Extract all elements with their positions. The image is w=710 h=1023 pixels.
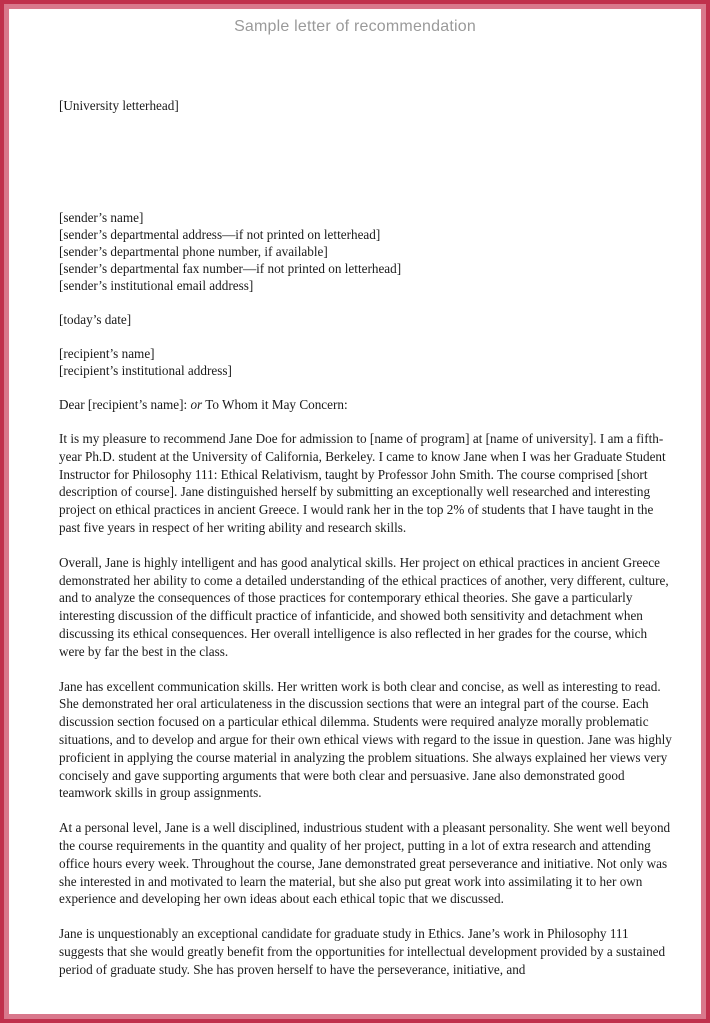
spacer-before-body — [59, 413, 674, 430]
salutation-after: To Whom it May Concern: — [202, 397, 348, 412]
body-paragraph: At a personal level, Jane is a well disciplined, industrious student with a pleasant personality. She went well beyond the course requirements in the quantity and quality of her project, putting in a lot of extra research and attending office hours every week. Throughout the course, Jane demonstrated great perseverance and initiative. Not only was she interested in and motivated to learn the material, but she also put great work into assimilating it to her own experience and developing her own ideas about each ethical topic that we discussed. — [59, 820, 671, 907]
recipient-block — [59, 345, 674, 379]
sender-line: [sender’s name] — [59, 210, 144, 225]
paragraph-gap — [59, 802, 674, 819]
paragraph-gap — [59, 908, 674, 925]
date-block — [59, 311, 674, 328]
body-paragraph: Jane is unquestionably an exceptional candidate for graduate study in Ethics. Jane’s work in Philosophy 111 suggests that she would greatly benefit from the opportunities for intellectual development provided by a sustained period of graduate study. She has proven herself to have the perseverance, initiative, and — [59, 926, 666, 977]
spacer-after-sender — [59, 294, 674, 311]
salutation-or: or — [190, 397, 203, 412]
spacer-letterhead-gap — [59, 114, 674, 209]
sender-line: [sender’s departmental fax number—if not printed on letterhead] — [59, 261, 402, 276]
body-paragraph: It is my pleasure to recommend Jane Doe for admission to [name of program] at [name of university]. I am a fifth-year Ph.D. student at the University of California, Berkeley. I came to know Jane when I was her Graduate Student Instructor for Philosophy 111: Ethical Relativism, taught by Professor John Smith. The course comprised [short description of course]. Jane distinguished herself by submitting an exceptionally well researched and interesting project on ethical practices in ancient Greece. I would rank her in the top 2% of students that I have taught in the past five years in respect of her writing ability and research skills. — [59, 431, 666, 535]
spacer-top — [59, 36, 674, 97]
salutation-before: Dear [recipient’s name]: — [59, 397, 191, 412]
recipient-line: [recipient’s name] — [59, 346, 155, 361]
page-title: Sample letter of recommendation — [234, 18, 476, 35]
sender-line: [sender’s departmental address—if not printed on letterhead] — [59, 227, 381, 242]
sender-line: [sender’s institutional email address] — [59, 278, 254, 293]
body-paragraph: Jane has excellent communication skills. Her written work is both clear and concise, as well as interesting to read. She demonstrated her oral articulateness in the discussion sections that were an integral part of the course. Each discussion section focused on a particular ethical dilemma. Students were required analyze morally problematic situations, and to develop and argue for their own ethical views with regard to the issue in question. Jane was highly proficient in applying the course material in analyzing the problem situations. She always explained her views very concisely and gave supporting arguments that were both clear and persuasive. Jane also demonstrated good teamwork skills in group assignments. — [59, 678, 672, 801]
paragraph-gap — [59, 661, 674, 678]
letter-body — [10, 36, 700, 979]
letterhead-block — [59, 97, 674, 114]
spacer-after-recipient — [59, 379, 674, 396]
sender-block — [59, 209, 674, 294]
date-line: [today’s date] — [59, 312, 132, 327]
body-paragraph: Overall, Jane is highly intelligent and has good analytical skills. Her project on ethical practices in ancient Greece demonstrated her ability to come a detailed understanding of the ethical practices of another, very different, culture, and to analyze the consequences of those practices for contemporary ethical theories. She gave a particularly interesting discussion of the difficult practice of infanticide, and showed both sensitivity and detachment when discussing its ethical consequences. Her overall intelligence is also reflected in her grades for the course, which were by far the best in the class. — [59, 554, 669, 659]
recipient-line: [recipient’s institutional address] — [59, 363, 232, 378]
paragraph-gap — [59, 537, 674, 554]
letterhead-line: [University letterhead] — [59, 98, 179, 113]
sender-line: [sender’s departmental phone number, if available] — [59, 244, 328, 259]
document-sheet — [10, 10, 700, 1013]
salutation-line — [59, 396, 674, 413]
spacer-after-date — [59, 328, 674, 345]
